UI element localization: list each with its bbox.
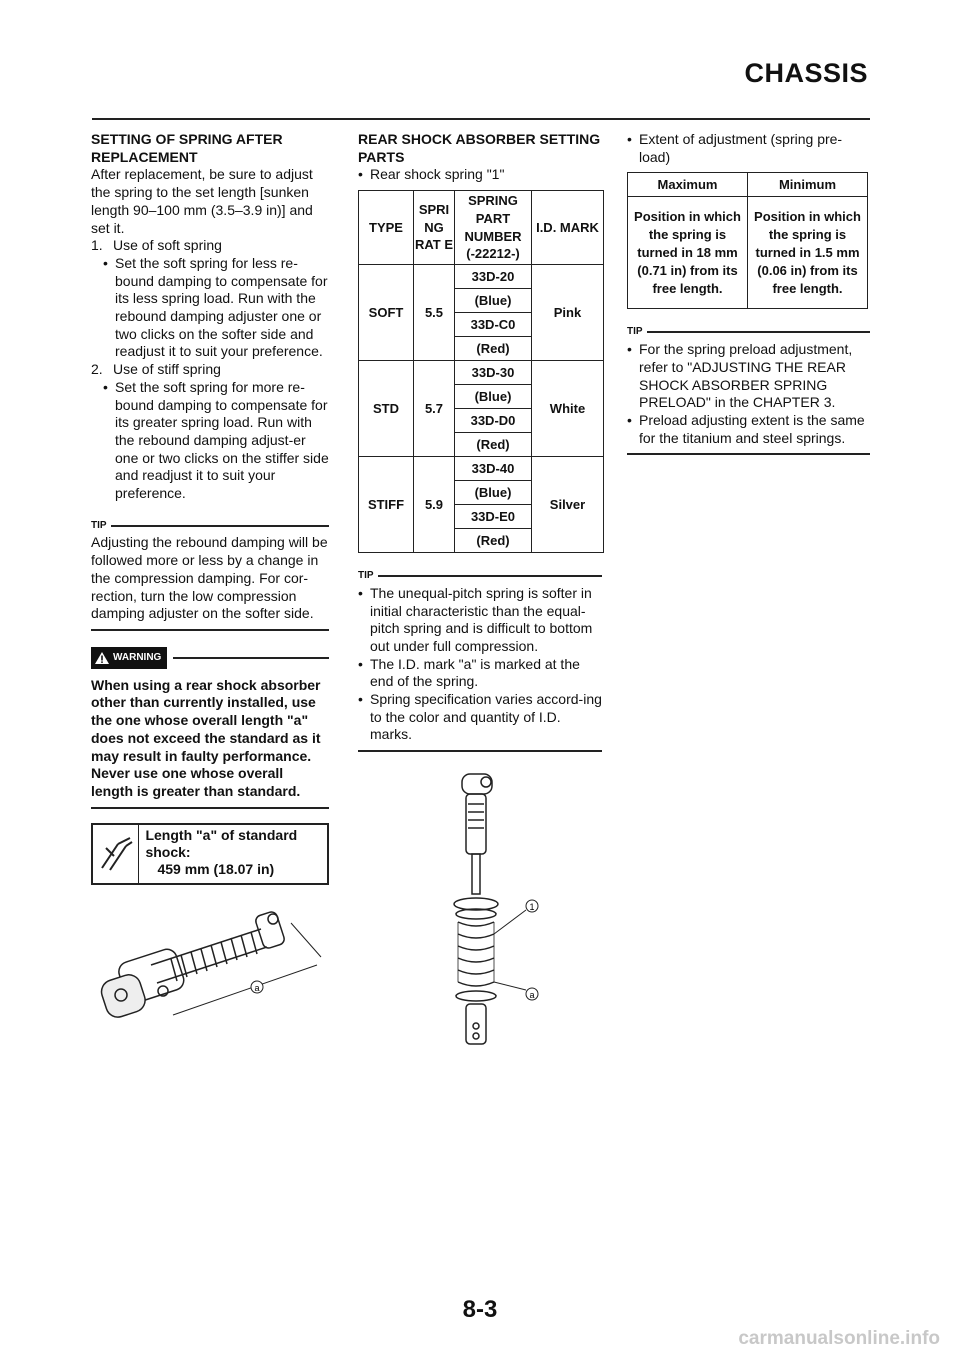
header-minimum: Minimum xyxy=(748,173,868,197)
tip-rule xyxy=(647,331,870,333)
list-number: 2. xyxy=(91,361,103,378)
page-title: CHASSIS xyxy=(744,58,868,88)
cell-type: SOFT xyxy=(359,265,414,361)
tip-bullet: • Preload adjusting extent is the same for the titanium and steel springs. xyxy=(627,412,870,447)
intro-paragraph: After replacement, be sure to adjust the spring to the set length [sunken length 90–100 mm (3.5–3.9 in)] and set it. xyxy=(91,166,313,236)
figure-label-a: a xyxy=(254,982,260,993)
warning-icon xyxy=(95,652,109,664)
tip-end-rule xyxy=(91,629,329,631)
cell-part: 33D-20 xyxy=(455,265,532,289)
caliper-icon xyxy=(93,825,139,883)
tip-bullet: • The I.D. mark "a" is marked at the end of the spring. xyxy=(358,656,602,691)
table-row xyxy=(628,197,868,309)
shock-spring-figure xyxy=(358,764,602,1064)
cell-maximum: Position in which the spring is turned in 18 mm (0.71 in) from its free length. xyxy=(628,197,748,309)
spec-title: Length "a" of standard shock: xyxy=(145,826,298,860)
figure-label-1: 1 xyxy=(529,902,535,913)
bullet-spring: • Rear shock spring "1" xyxy=(358,166,602,184)
header-id-mark: I.D. MARK xyxy=(532,191,604,265)
list-item-stiff xyxy=(91,361,329,379)
column-1 xyxy=(91,131,329,1049)
tip-end-rule xyxy=(627,453,870,455)
tip-rule xyxy=(378,575,602,577)
cell-type: STD xyxy=(359,361,414,457)
spring-table xyxy=(358,190,604,553)
table-header-row xyxy=(628,173,868,197)
column-3 xyxy=(627,131,870,455)
watermark: carmanualsonline.info xyxy=(738,1328,940,1349)
warning-header xyxy=(91,647,329,669)
header-maximum: Maximum xyxy=(628,173,748,197)
cell-part: (Red) xyxy=(455,337,532,361)
cell-rate: 5.7 xyxy=(414,361,455,457)
cell-mark: Pink xyxy=(532,265,604,361)
header-rule xyxy=(92,118,870,120)
table-row xyxy=(359,361,604,385)
shock-absorber-figure xyxy=(91,895,329,1045)
tip-bullet: • The unequal-pitch spring is softer in initial characteristic than the equal-pitch spring and is difficult to bottom out under full compression. xyxy=(358,585,602,656)
warning-end-rule xyxy=(91,807,329,809)
header-part-number: SPRING PART NUMBER (-22212-) xyxy=(455,191,532,265)
tip-label: TIP xyxy=(91,519,107,531)
cell-mark: White xyxy=(532,361,604,457)
table-header-row xyxy=(359,191,604,265)
column-2 xyxy=(358,131,602,1069)
adjustment-table xyxy=(627,172,868,309)
table-row xyxy=(359,457,604,481)
tip-bullet: • Spring specification varies accord-ing to the color and quantity of I.D. marks. xyxy=(358,691,602,744)
warning-text: When using a rear shock absorber other than currently installed, use the one whose overall length "a" does not exceed the standard as it may result in faulty performance. Never use one whose overall length is greater than standard. xyxy=(91,676,321,799)
cell-minimum: Position in which the spring is turned in 1.5 mm (0.06 in) from its free length. xyxy=(748,197,868,309)
tip-header xyxy=(358,567,602,585)
cell-part: 33D-E0 xyxy=(455,505,532,529)
cell-part: 33D-D0 xyxy=(455,409,532,433)
header-type: TYPE xyxy=(359,191,414,265)
warning-rule xyxy=(173,657,329,659)
table-row xyxy=(359,265,604,289)
cell-part: 33D-C0 xyxy=(455,313,532,337)
tip-label: TIP xyxy=(358,570,374,582)
cell-rate: 5.9 xyxy=(414,457,455,553)
bullet-stiff: • Set the soft spring for more re-bound damping to compensate for its greater spring load. Run with the rebound damping adjust-er one or two clicks on the stiffer side and readjust it to suit your preference. xyxy=(91,379,329,503)
bullet-adjustment: • Extent of adjustment (spring pre-load) xyxy=(627,131,870,166)
spec-value: 459 mm (18.07 in) xyxy=(157,860,275,877)
tip-text: Adjusting the rebound damping will be followed more or less by a change in the compression damping. For cor-rection, turn the low compression damping adjuster on the softer side. xyxy=(91,534,328,622)
spec-text xyxy=(139,825,327,883)
cell-part: 33D-30 xyxy=(455,361,532,385)
cell-rate: 5.5 xyxy=(414,265,455,361)
section-heading: REAR SHOCK ABSORBER SETTING PARTS xyxy=(358,131,601,165)
tip-header xyxy=(91,517,329,535)
cell-part: (Blue) xyxy=(455,481,532,505)
cell-part: (Red) xyxy=(455,433,532,457)
tip-rule xyxy=(111,525,329,527)
tip-end-rule xyxy=(358,750,602,752)
cell-type: STIFF xyxy=(359,457,414,553)
tip-label: TIP xyxy=(627,326,643,338)
cell-mark: Silver xyxy=(532,457,604,553)
spec-box xyxy=(91,823,329,885)
warning-badge xyxy=(91,647,167,669)
bullet-soft: • Set the soft spring for less re-bound damping to compensate for its less spring load. Run with the rebound damping adjuster one or two clicks on the softer side and readjust it to suit your preference. xyxy=(91,255,329,361)
warning-label: WARNING xyxy=(113,651,162,663)
list-label: Use of stiff spring xyxy=(113,361,221,378)
tip-bullet: • For the spring preload adjustment, refer to "ADJUSTING THE REAR SHOCK ABSORBER SPRING PRELOAD" in the CHAPTER 3. xyxy=(627,341,870,412)
cell-part: 33D-40 xyxy=(455,457,532,481)
figure-label-a: a xyxy=(529,990,535,1001)
cell-part: (Blue) xyxy=(455,289,532,313)
list-number: 1. xyxy=(91,237,103,254)
cell-part: (Red) xyxy=(455,529,532,553)
cell-part: (Blue) xyxy=(455,385,532,409)
tip-header xyxy=(627,323,870,341)
list-item-soft xyxy=(91,237,329,255)
page-number: 8-3 xyxy=(462,1296,498,1323)
list-label: Use of soft spring xyxy=(113,237,222,254)
section-heading: SETTING OF SPRING AFTER REPLACEMENT xyxy=(91,131,283,165)
header-rate: SPRI NG RAT E xyxy=(414,191,455,265)
